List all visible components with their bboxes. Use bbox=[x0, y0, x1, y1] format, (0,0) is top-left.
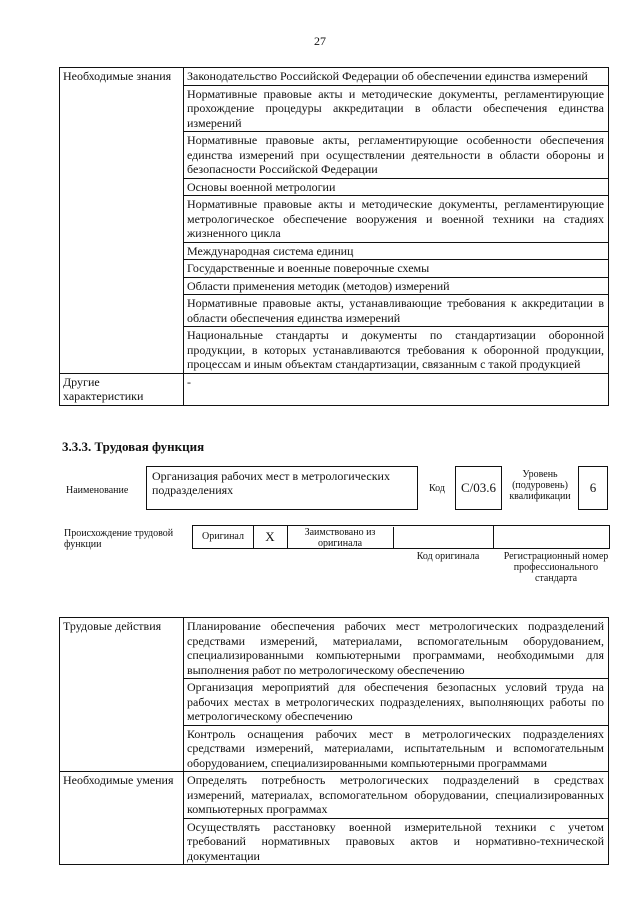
table-row bbox=[60, 772, 609, 819]
code-label: Код bbox=[429, 483, 445, 494]
borrowed-cell bbox=[287, 527, 394, 548]
code-original-cell bbox=[393, 526, 494, 548]
table-cell: Основы военной метрологии bbox=[184, 178, 609, 196]
name-label: Наименование bbox=[66, 485, 129, 496]
section-heading: 3.3.3. Трудовая функция bbox=[62, 439, 205, 454]
actions-table bbox=[59, 617, 609, 865]
original-mark-cell bbox=[253, 526, 288, 548]
table-cell: Национальные стандарты и документы по стандартизации оборонной продукции, в которых устанавливаются требования к оборонной продукции, процессам и иным объектам стандартизации, связанным с такой продукцией bbox=[184, 327, 609, 374]
reg-number-cell bbox=[493, 526, 609, 548]
table-cell: Нормативные правовые акты и методические документы, регламентирующие метрологическое обеспечение вооружения и военной техники на стадиях жизненного цикла bbox=[184, 196, 609, 243]
table-row bbox=[60, 68, 609, 86]
code-box bbox=[455, 466, 502, 510]
level-label: Уровень (подуровень) квалификации bbox=[509, 469, 571, 502]
original-cell bbox=[193, 526, 254, 548]
table-cell: Нормативные правовые акты, регламентирующие особенности обеспечения единства измерений при осуществлении деятельности в области обороны и безопасности Российской Федерации bbox=[184, 132, 609, 179]
function-name: Организация рабочих мест в метрологических подразделениях bbox=[152, 469, 390, 497]
table-cell: Государственные и военные поверочные схемы bbox=[184, 260, 609, 278]
original-mark: X bbox=[265, 529, 275, 544]
code-value: C/03.6 bbox=[460, 480, 497, 495]
code-original-caption: Код оригинала bbox=[416, 551, 480, 562]
table-cell: Контроль оснащения рабочих мест в метрологических подразделениях средствами измерений, материалами, испытательным и вспомогательным оборудованием, специализированными компьютерными программами bbox=[184, 725, 609, 772]
table-row bbox=[60, 373, 609, 405]
origin-row bbox=[192, 525, 610, 549]
reg-number-caption: Регистрационный номер профессионального стандарта bbox=[503, 551, 609, 584]
row-label: Необходимые умения bbox=[60, 772, 184, 865]
level-value: 6 bbox=[589, 480, 597, 495]
page-number: 27 bbox=[314, 34, 326, 48]
original-label: Оригинал bbox=[202, 531, 244, 542]
borrowed-label: Заимствовано из оригинала bbox=[304, 527, 376, 549]
table-row bbox=[60, 618, 609, 679]
table-cell: Нормативные правовые акты, устанавливающие требования к аккредитации в области обеспечения единства измерений bbox=[184, 295, 609, 327]
table-cell: Планирование обеспечения рабочих мест метрологических подразделений средствами измерений, материалами, вспомогательным оборудованием, специализированными компьютерными программами, необходимыми для выполнения работ по метрологическому обеспечению bbox=[184, 618, 609, 679]
row-label: Трудовые действия bbox=[60, 618, 184, 772]
table-cell: Законодательство Российской Федерации об обеспечении единства измерений bbox=[184, 68, 609, 86]
table-cell: Организация мероприятий для обеспечения безопасных условий труда на рабочих местах в метрологических подразделениях, выполняющих работы по метрологическому обеспечению bbox=[184, 679, 609, 726]
table-cell: Определять потребность метрологических подразделений в средствах измерений, материалах, вспомогательном оборудовании, специализированных компьютерных программах bbox=[184, 772, 609, 819]
row-label: Необходимые знания bbox=[60, 68, 184, 374]
origin-label: Происхождение трудовой функции bbox=[64, 528, 174, 550]
table-cell: Нормативные правовые акты и методические документы, регламентирующие прохождение процедуры аккредитации в области обеспечения единства измерений bbox=[184, 85, 609, 132]
row-label: Другие характеристики bbox=[60, 373, 184, 405]
table-cell: Осуществлять расстановку военной измерительной техники с учетом требований нормативных правовых актов и нормативно-технической документации bbox=[184, 818, 609, 865]
table-cell: - bbox=[184, 373, 609, 405]
table-cell: Области применения методик (методов) измерений bbox=[184, 277, 609, 295]
function-name-box bbox=[146, 466, 418, 510]
table-cell: Международная система единиц bbox=[184, 242, 609, 260]
level-box bbox=[578, 466, 608, 510]
knowledge-table bbox=[59, 67, 609, 406]
